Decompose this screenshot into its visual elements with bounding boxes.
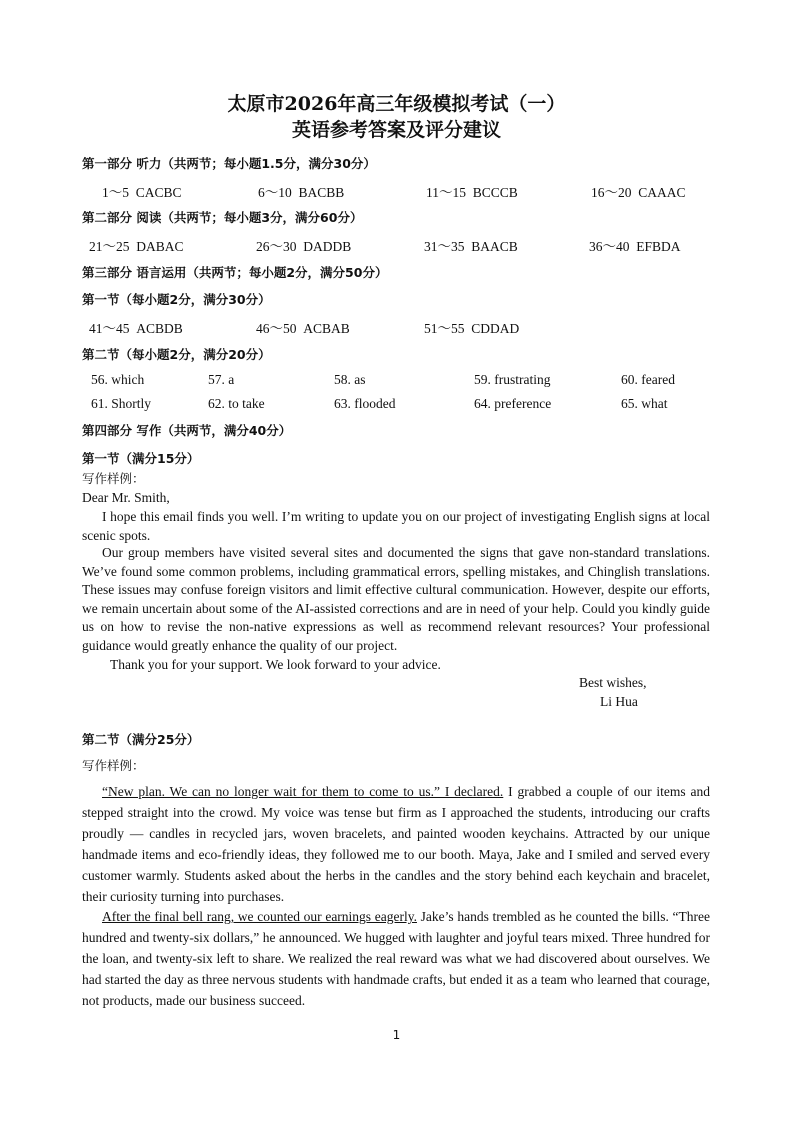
- answer-cell: 58. as: [334, 372, 366, 387]
- answer-key: ACBDB: [136, 321, 183, 336]
- answer-key: DABAC: [136, 239, 184, 254]
- answer-range: 16～20: [591, 185, 632, 200]
- part3-heading: 第三部分 语言运用（共两节；每小题2分，满分50分）: [82, 265, 388, 280]
- answer-cell: 65. what: [621, 396, 668, 411]
- answer-range: 26～30: [256, 239, 297, 254]
- story-paragraph: [82, 782, 710, 907]
- answer-group: [89, 317, 183, 337]
- answer-group: [424, 317, 519, 337]
- answer-cell: 64. preference: [474, 396, 552, 411]
- answer-range: 31～35: [424, 239, 465, 254]
- answer-group: [426, 181, 518, 201]
- part1-heading: 第一部分 听力（共两节；每小题1.5分，满分30分）: [82, 156, 376, 171]
- answer-key: EFBDA: [636, 239, 681, 254]
- answer-group: [589, 235, 681, 255]
- part4-section2-heading: 第二节（满分25分）: [82, 732, 200, 747]
- answer-cell: 59. frustrating: [474, 372, 551, 387]
- part2-heading: 第二部分 阅读（共两节；每小题3分，满分60分）: [82, 210, 363, 225]
- answer-group: [102, 181, 182, 201]
- underlined-opening-sentence: “New plan. We can no longer wait for them to come to us.” I declared.: [102, 784, 504, 799]
- answer-cell: 61. Shortly: [91, 396, 152, 411]
- answer-key: CACBC: [135, 185, 182, 200]
- answer-group: [424, 235, 518, 255]
- answer-key: CDDAD: [471, 321, 520, 336]
- answer-key: DADDB: [303, 239, 352, 254]
- part4-section1-heading: 第一节（满分15分）: [82, 451, 200, 466]
- answer-group: [256, 317, 350, 337]
- answer-key: BAACB: [471, 239, 518, 254]
- answer-cell: 63. flooded: [334, 396, 396, 411]
- answer-group: [256, 235, 351, 255]
- answer-range: 21～25: [89, 239, 130, 254]
- underlined-opening-sentence: After the final bell rang, we counted our earnings eagerly.: [102, 909, 417, 924]
- answer-group: [258, 181, 344, 201]
- part3-section1-heading: 第一节（每小题2分，满分30分）: [82, 292, 271, 307]
- answer-group: [591, 181, 686, 201]
- part4-heading: 第四部分 写作（共两节，满分40分）: [82, 423, 292, 438]
- letter-greeting: Dear Mr. Smith,: [82, 490, 170, 505]
- letter-paragraph: Our group members have visited several sites and documented the signs that gave non-standard translations. We’ve found some common problems, including grammatical errors, spelling mistakes, and Chinglish translations. These issues may confuse foreign visitors and limit effective cultural communication. However, despite our efforts, we remain uncertain about some of the AI-assisted corrections and are in need of your help. Could you kindly guide us on how to revise the non-native expressions as well as recommend relevant resources? Your professional guidance would greatly enhance the quality of our project.: [82, 545, 710, 653]
- answer-group: [89, 235, 184, 255]
- page-subtitle: 英语参考答案及评分建议: [291, 119, 501, 141]
- letter-paragraph: I hope this email finds you well. I’m writing to update you on our project of investigating English signs at local scenic spots.: [82, 509, 710, 543]
- page-number: 1: [392, 1028, 401, 1042]
- story-paragraph: [82, 907, 710, 1012]
- page-title: 太原市2026年高三年级模拟考试（一）: [227, 93, 566, 115]
- paragraph-text: I grabbed a couple of our items and stepped straight into the crowd. My voice was tense but firm as I approached the students, introducing our crafts proudly — candles in recycled jars, woven bracelets, and painted wooden keychains. Attracted by our unique handmade items and eco-friendly ideas, they followed me to our booth. Maya, Jake and I smiled and served every customer warmly. Students asked about the herbs in the candles and the story behind each keychain and bracelet, their curiosity turning into purchases.: [82, 784, 710, 904]
- paragraph-text: Jake’s hands trembled as he counted the bills. “Three hundred and twenty-six dollars,” he announced. We hugged with laughter and joyful tears mixed. Three hundred for the loan, and twenty-six left to share. We realized the real reward was what we had discovered about ourselves. We had started the day as three nervous students with handmade crafts, but ended it as a team who learned that courage, not products, made our business succeed.: [82, 909, 710, 1008]
- answer-key: BACBB: [298, 185, 345, 200]
- sample-label: 写作样例：: [82, 471, 145, 486]
- answer-key: BCCCB: [472, 185, 518, 200]
- answer-cell: 56. which: [91, 372, 145, 387]
- answer-range: 11～15: [426, 185, 466, 200]
- answer-range: 1～5: [102, 185, 129, 200]
- answer-range: 6～10: [258, 185, 292, 200]
- answer-range: 36～40: [589, 239, 630, 254]
- answer-cell: 62. to take: [208, 396, 265, 411]
- answer-range: 51～55: [424, 321, 465, 336]
- sample-label: 写作样例：: [82, 758, 145, 773]
- letter-closing: Best wishes,: [579, 675, 647, 690]
- answer-range: 46～50: [256, 321, 297, 336]
- letter-signature: Li Hua: [600, 694, 638, 709]
- answer-key: ACBAB: [303, 321, 350, 336]
- answer-cell: 57. a: [208, 372, 235, 387]
- answer-range: 41～45: [89, 321, 130, 336]
- answer-key: CAAAC: [638, 185, 686, 200]
- part3-section2-heading: 第二节（每小题2分，满分20分）: [82, 347, 271, 362]
- letter-paragraph: Thank you for your support. We look forward to your advice.: [110, 657, 441, 672]
- answer-cell: 60. feared: [621, 372, 675, 387]
